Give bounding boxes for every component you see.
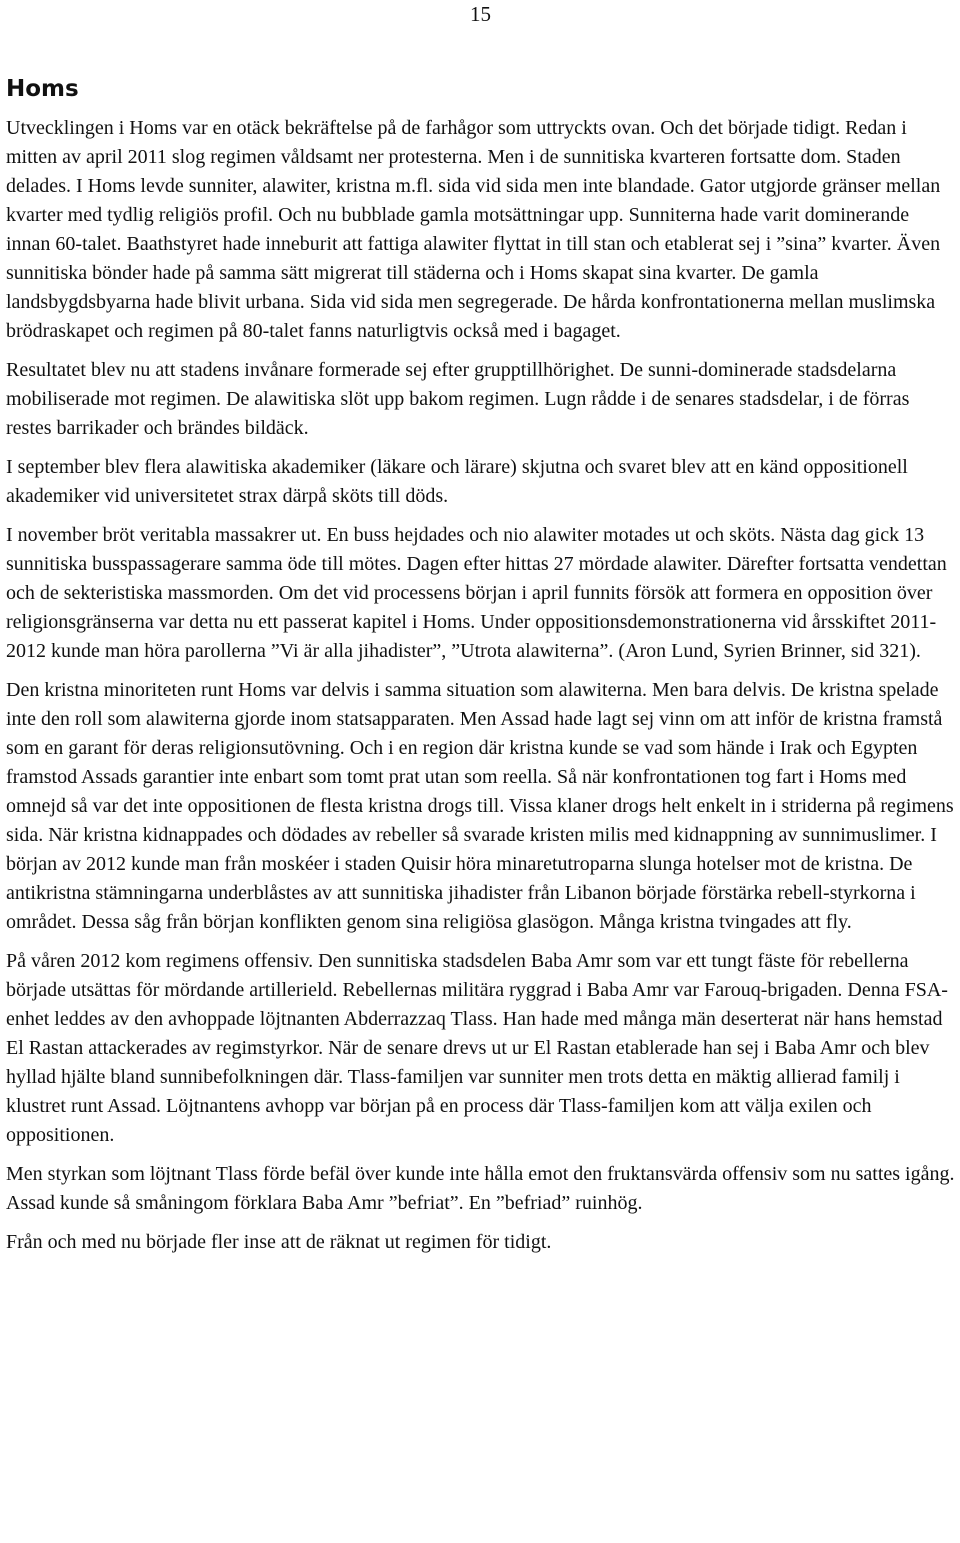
article-body [6, 114, 956, 1267]
paragraph-baba-amr: Men styrkan som löjtnant Tlass förde befäl över kunde inte hålla emot den fruktansvärda offensiv som nu sattes igång. Assad kunde så småningom förklara Baba Amr ”befriat”. En ”befriad” ruinhög. [6, 1163, 955, 1214]
paragraph-november: I november bröt veritabla massakrer ut. En buss hejdades och nio alawiter motades ut och sköts. Nästa dag gick 13 sunnitiska busspassagerare samma öde till mötes. Dagen efter hittas 27 mördade alawiter. Därefter fortsatta vendettan och de sekteristiska massmorden. Om det vid processens början i april funnits försök att formera en opposition över religionsgränserna var detta nu ett passerat kapitel i Homs. Under oppositionsdemonstrationerna vid årsskiftet 2011-2012 kunde man höra parollerna ”Vi är alla jihadister”, ”Utrota alawiterna”. (Aron Lund, Syrien Brinner, sid 321). [6, 524, 947, 662]
paragraph-spring-offensive: På våren 2012 kom regimens offensiv. Den sunnitiska stadsdelen Baba Amr som var ett tungt fäste för rebellerna började utsättas för mördande artillerield. Rebellernas militära ryggrad i Baba Amr var Farouq-brigaden. Denna FSA-enhet leddes av den avhoppade löjtnanten Abderrazzaq Tlass. Han hade med många män deserterat när hans hemstad El Rastan attackerades av regimstyrkor. När de senare drevs ut ur El Rastan etablerade han sej i Baba Amr och blev hyllad hjälte bland sunnibefolkningen där. Tlass-familjen var sunniter men trots detta en mäktig allierad familj i klustret runt Assad. Löjtnantens avhopp var början på en process där Tlass-familjen kom att välja exilen och oppositionen. [6, 950, 948, 1146]
paragraph-conclusion: Från och med nu började fler inse att de räknat ut regimen för tidigt. [6, 1231, 552, 1253]
page-number: 15 [470, 2, 491, 26]
section-heading: Homs [6, 76, 79, 102]
paragraph-christian-minority: Den kristna minoriteten runt Homs var delvis i samma situation som alawiterna. Men bara delvis. De kristna spelade inte den roll som alawiterna gjorde inom statsapparaten. Men Assad hade lagt sej vinn om att inför de kristna framstå som en garant för deras religionsutövning. Och i en region där kristna kunde se vad som hände i Irak och Egypten framstod Assads garantier inte enbart som tomt prat utan som reella. Så när konfrontationen tog fart i Homs med omnejd så var det inte oppositionen de flesta kristna drogs till. Vissa klaner drogs helt enkelt in i striderna på regimens sida. När kristna kidnappades och dödades av rebeller så svarade kristen milis med kidnappning av sunnimuslimer. I början av 2012 kunde man från moskéer i staden Quisir höra minaretutroparna slunga hotelser mot de kristna. De antikristna stämningarna underblåstes av att sunnitiska jihadister från Libanon började förstärka rebell-styrkorna i området. Dessa såg från början konflikten genom sina religiösa glasögon. Många kristna tvingades att fly. [6, 679, 954, 933]
paragraph-intro: Utvecklingen i Homs var en otäck bekräftelse på de farhågor som uttryckts ovan. Och det började tidigt. Redan i mitten av april 2011 slog regimen våldsamt ner protesterna. Men i de sunnitiska kvarteren fortsatte dom. Staden delades. I Homs levde sunniter, alawiter, kristna m.fl. sida vid sida men inte blandade. Gator utgjorde gränser mellan kvarter med tydlig religiös profil. Och nu bubblade gamla motsättningar upp. Sunniterna hade varit dominerande innan 60-talet. Baathstyret hade inneburit att fattiga alawiter flyttat in till stan och etablerat sej i ”sina” kvarter. Även sunnitiska bönder hade på samma sätt migrerat till städerna och i Homs skapat sina kvarter. De gamla landsbygdsbyarna hade blivit urbana. Sida vid sida men segregerade. De hårda konfrontationerna mellan muslimska brödraskapet och regimen på 80-talet fanns naturligtvis också med i bagaget. [6, 117, 941, 342]
paragraph-september: I september blev flera alawitiska akademiker (läkare och lärare) skjutna och svaret blev att en känd oppositionell akademiker vid universitetet strax därpå sköts till döds. [6, 456, 908, 507]
paragraph-mobilization: Resultatet blev nu att stadens invånare formerade sej efter grupptillhörighet. De sunni-dominerade stadsdelarna mobiliserade mot regimen. De alawitiska slöt upp bakom regimen. Lugn rådde i de senares stadsdelar, i de förras restes barrikader och brändes bildäck. [6, 359, 910, 439]
